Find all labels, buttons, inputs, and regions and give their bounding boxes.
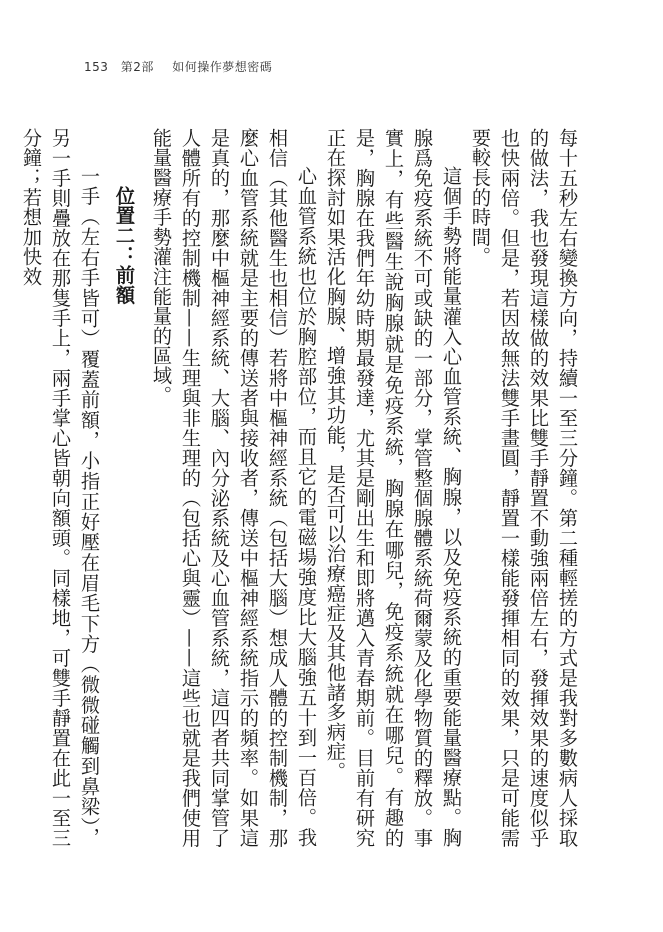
running-header <box>84 58 272 75</box>
part-label: 第2部 <box>120 60 154 74</box>
section-heading: 位置二：前額 <box>113 186 136 306</box>
chapter-title: 如何操作夢想密碼 <box>172 60 273 74</box>
page-number: 153 <box>84 60 109 74</box>
paragraph-thymus: 這個手勢將能量灌入心血管系統、胸腺，以及免疫系統的重要能量醫療點。胸腺爲免疫系統不可或缺的一部分，掌管整個腺體系統荷爾蒙及化學物質的釋放。事實上，有些醫生說胸腺就是免疫系統，胸腺在哪兒，免疫系統就在哪兒。有趣的是，胸腺在我們年幼時期最發達，尤其是剛出生和即將邁入青春期前。目前有研究正在探討如果活化胸腺、增強其功能，是否可以治療癌症及其他諸多病症。 <box>324 128 463 848</box>
vertical-text-body <box>20 128 582 848</box>
paragraph-cardiovascular: 心血管系統也位於胸腔部位，而且它的電磁場強度比大腦強五十到一百倍。我相信（其他醫生也相信）若將中樞神經系統（包括大腦）想成人體的控制機制，那麼心血管系統就是主要的傳送者與接收者，傳送中樞神經系統指示的頻率。如果這是真的，那麼中樞神經系統、大腦、內分泌系統及心血管系統，這四者共同掌管了人體所有的控制機制——生理與非生理的（包括心與靈）——這些也就是我們使用能量醫療手勢灌注能量的區域。 <box>150 128 318 848</box>
paragraph-continued: 每十五秒左右變換方向，持續一至三分鐘。第二種輕搓的方式是我對多數病人採取的做法，我也發現這樣做的效果比雙手靜置不動強兩倍左右，發揮效果的速度似乎也快兩倍。但是，若因故無法雙手畫圓，靜置一樣能發揮相同的效果，只是可能需要較長的時間。 <box>469 128 579 848</box>
paragraph-forehead: 一手（左右手皆可）覆蓋前額，小指正好壓在眉毛下方（微微碰觸到鼻梁），另一手則疊放在那隻手上，兩手掌心皆朝向額頭。同樣地，可雙手靜置在此一至三分鐘；若想加快效 <box>20 128 101 848</box>
